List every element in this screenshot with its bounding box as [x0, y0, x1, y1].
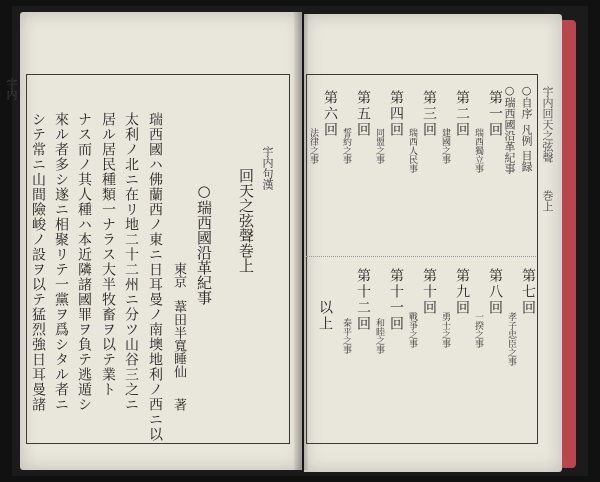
chapter-3-notes: 瑞西人民事: [407, 128, 417, 173]
chapter-10-notes: 戰爭之事: [407, 312, 417, 348]
volume-title: 回天之弦聲巻上: [237, 168, 255, 273]
chapter-11: 第十一回: [388, 268, 404, 332]
author-place: 東京: [171, 262, 186, 288]
chapter-8-notes: 一揆之事: [473, 312, 483, 348]
headnote: 宇内句漢: [261, 146, 274, 190]
chapter-3: 第三回: [421, 90, 437, 138]
chapter-5-notes: 誓約之事: [341, 128, 351, 164]
chapter-7: 第七回: [520, 268, 536, 316]
toc-notes: 凡例: [520, 124, 533, 146]
body-line-4: ナス而ノ其人種ハ本近隣諸國罪ヲ負テ逃遁シ: [76, 112, 92, 412]
chapter-1-notes: 瑞西獨立事: [473, 128, 483, 173]
chapter-7-notes: 孝子忠臣之事: [506, 312, 516, 366]
chapter-5: 第五回: [355, 90, 371, 138]
author-name: 葦田半寬睡仙: [171, 300, 186, 378]
toc-closing: 以上: [317, 300, 333, 332]
chapter-9: 第九回: [454, 268, 470, 316]
body-line-1: 瑞西國ハ佛蘭西ノ東ニ日耳曼ノ南墺地利ノ西ニ以: [147, 112, 163, 442]
edge-title: 宇内回天之弦聲: [541, 86, 554, 163]
body-line-2: 太利ノ北ニ在リ地二十二州ニ分ツ山谷三之ニ: [123, 112, 139, 412]
chapter-12: 第十二回: [355, 268, 371, 332]
body-line-5: 來ル者多シ遂ニ相聚リテ一黨ヲ爲シタル者ニ: [53, 112, 69, 412]
toc-contents: 目録: [520, 150, 533, 172]
chapter-9-notes: 勇士之事: [440, 312, 450, 348]
toc-preface: ○自序: [520, 84, 533, 119]
chapter-4-notes: 同盟之事: [374, 128, 384, 164]
toc-section-title: ○瑞西國沿革紀事: [503, 84, 516, 174]
chapter-1: 第一回: [487, 90, 503, 138]
edge-volume: 巻上: [541, 190, 554, 212]
chapter-8: 第八回: [487, 268, 503, 316]
chapter-6-notes: 法律之事: [308, 128, 318, 164]
chapter-2: 第二回: [454, 90, 470, 138]
chapter-12-notes: 泰平之事: [341, 318, 351, 354]
chapter-6: 第六回: [322, 90, 338, 138]
chapter-10: 第十回: [421, 268, 437, 316]
chapter-11-notes: 和睦之事: [374, 318, 384, 354]
chapter-4: 第四回: [388, 90, 404, 138]
body-line-6: シテ常ニ山間險峻ノ設ヲ以テ猛烈強日耳曼諸: [30, 112, 46, 412]
body-line-3: 居ル居民種類一ナラス大半牧畜ヲ以テ業ト: [100, 112, 116, 397]
chapter-2-notes: 建國之事: [440, 128, 450, 164]
toc-divider: [306, 256, 536, 257]
left-margin-title: 宇内: [5, 78, 18, 100]
author-role: 著: [171, 398, 186, 411]
chapter-title: ○瑞西國沿革紀事: [195, 182, 213, 305]
